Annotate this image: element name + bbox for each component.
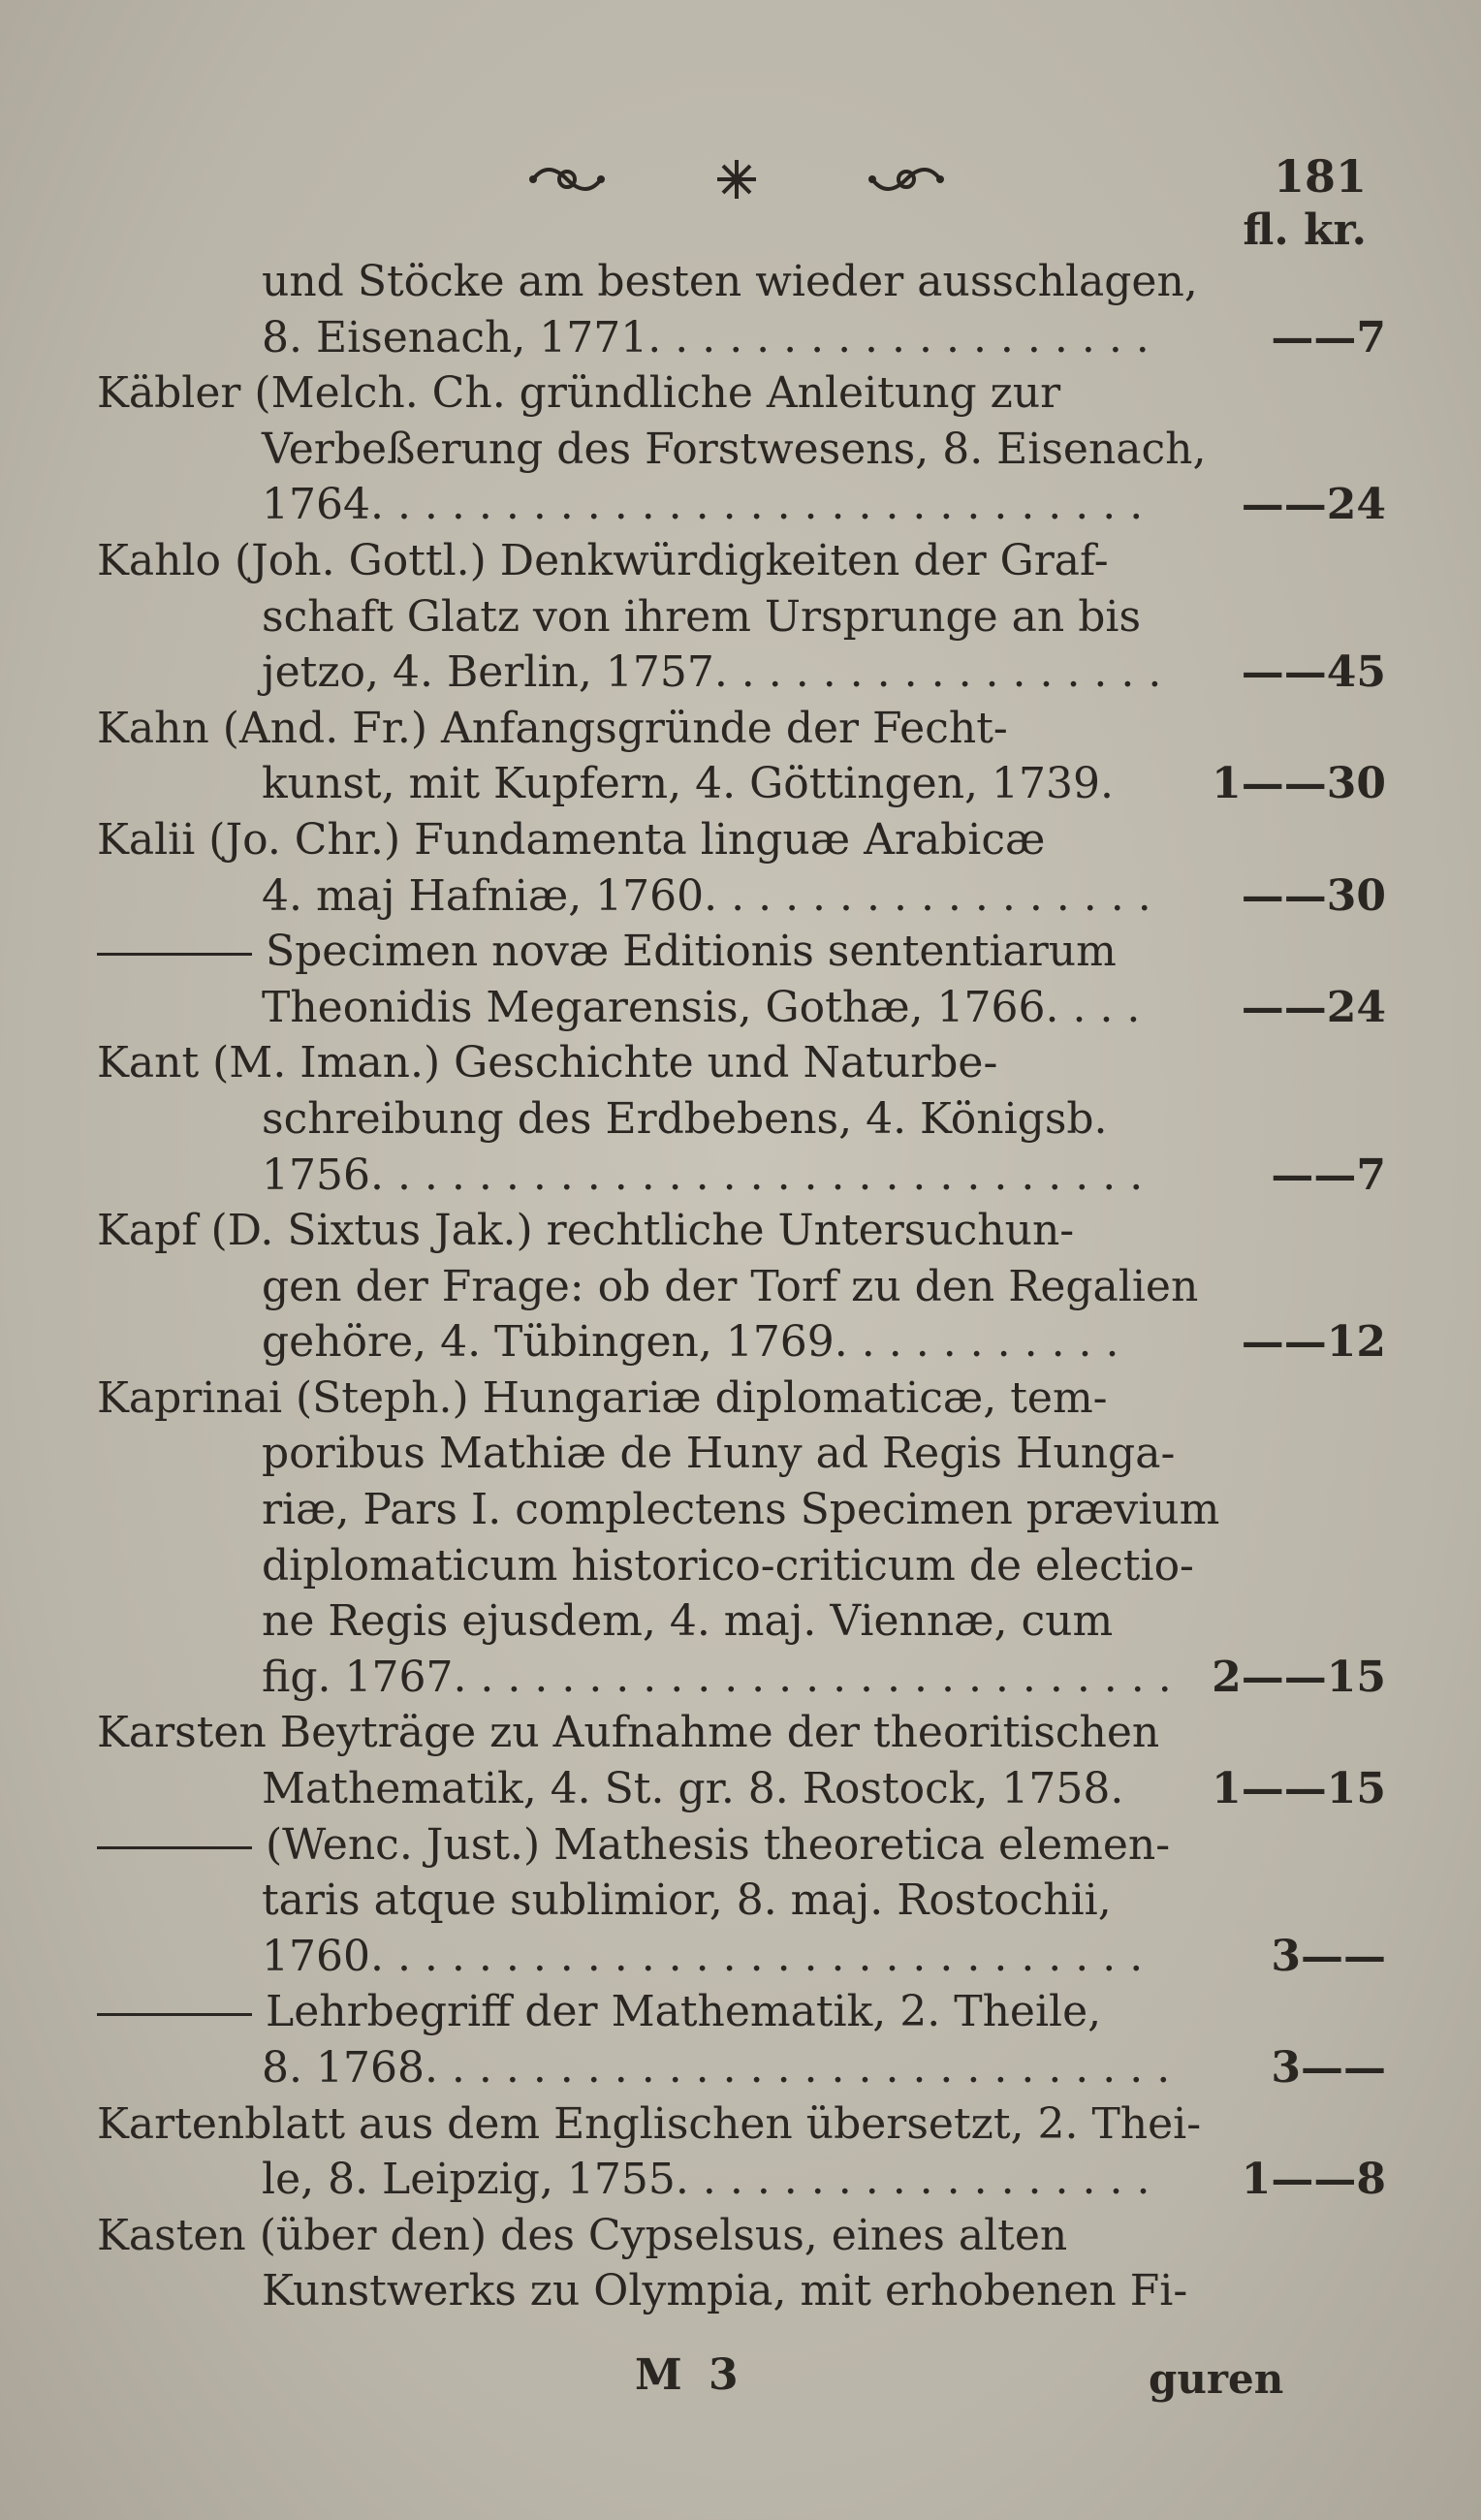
entry-line	[97, 365, 1386, 422]
entry-price: ——45	[1241, 647, 1386, 698]
entry-price: 3——	[1271, 1931, 1386, 1981]
entry-text: Kant (M. Iman.) Geschichte und Naturbe-	[97, 1038, 998, 1088]
entry-text: le, 8. Leipzig, 1755. . . . . . . . . . . . . . . . . .	[262, 2155, 1150, 2205]
entry-text: Kalii (Jo. Chr.) Fundamenta linguæ Arabicæ	[97, 814, 1046, 865]
scroll-ornament-left-icon	[523, 155, 611, 204]
entry-price: ——7	[1271, 1150, 1386, 1200]
entry-price: ——12	[1241, 1317, 1386, 1368]
entry-line	[97, 924, 1386, 980]
entry-text: Kunstwerks zu Olympia, mit erhobenen Fi-	[262, 2266, 1188, 2316]
entry-text: schaft Glatz von ihrem Ursprunge an bis	[262, 591, 1142, 642]
entry-line	[97, 1705, 1386, 1761]
entry-text: Kahlo (Joh. Gottl.) Denkwürdigkeiten der Graf-	[97, 535, 1109, 585]
entry-line	[97, 1650, 1386, 1706]
entry-price: 3——	[1271, 2043, 1386, 2093]
entry-line	[97, 1035, 1386, 1091]
catalog-entry	[97, 924, 1386, 1035]
entry-text: 1764. . . . . . . . . . . . . . . . . . . . . . . . . . . . .	[262, 480, 1144, 530]
catalog-entry	[97, 1370, 1386, 1706]
entry-text: Kartenblatt aus dem Englischen übersetzt, 2. Thei-	[97, 2098, 1202, 2149]
entry-line	[97, 1873, 1386, 1929]
entry-text: fig. 1767. . . . . . . . . . . . . . . . . . . . . . . . . . .	[262, 1652, 1172, 1702]
entry-line	[97, 1538, 1386, 1594]
entry-line	[97, 1091, 1386, 1148]
entry-text: 1760. . . . . . . . . . . . . . . . . . . . . . . . . . . . .	[262, 1931, 1144, 1981]
entry-text: taris atque sublimior, 8. maj. Rostochii,	[262, 1875, 1112, 1926]
entry-line	[97, 980, 1386, 1036]
entry-line	[97, 1817, 1386, 1874]
catalog-entry	[97, 1705, 1386, 1816]
entry-text: diplomaticum historico-criticum de electio-	[262, 1540, 1194, 1591]
entry-text: ne Regis ejusdem, 4. maj. Viennæ, cum	[262, 1596, 1114, 1647]
catalog-entry	[97, 2208, 1386, 2319]
entry-line	[97, 1314, 1386, 1370]
ditto-dash	[97, 953, 252, 956]
entry-text: und Stöcke am besten wieder ausschlagen,	[262, 257, 1198, 306]
catalog-entry	[97, 701, 1386, 812]
star-ornament-icon	[693, 155, 780, 204]
catalog-entry	[97, 365, 1386, 533]
entry-line	[97, 2040, 1386, 2096]
signature-mark: M 3	[635, 2350, 744, 2400]
entry-text: Kasten (über den) des Cypselsus, eines alten	[97, 2210, 1068, 2260]
entry-line	[97, 701, 1386, 757]
entry-price: 1——30	[1212, 759, 1386, 809]
ditto-dash	[97, 1846, 252, 1849]
entry-price: ——24	[1241, 480, 1386, 530]
entry-price: 1——8	[1241, 2155, 1386, 2205]
entry-line	[97, 1203, 1386, 1259]
entry-line	[97, 2263, 1386, 2319]
catchword: guren	[1149, 2355, 1284, 2403]
entry-text: 8. 1768. . . . . . . . . . . . . . . . . . . . . . . . . . . .	[262, 2043, 1171, 2093]
entry-text: Karsten Beyträge zu Aufnahme der theoritischen	[97, 1708, 1160, 1758]
catalog-entry	[97, 533, 1386, 701]
entry-text: Kahn (And. Fr.) Anfangsgründe der Fecht-	[97, 703, 1008, 753]
entry-text: poribus Mathiæ de Huny ad Regis Hunga-	[262, 1429, 1176, 1479]
entry-price: ——7	[1271, 312, 1386, 362]
entry-line	[97, 1593, 1386, 1650]
entry-line	[97, 1761, 1386, 1817]
entry-line	[97, 812, 1386, 868]
entry-line	[97, 1929, 1386, 1985]
entry-line	[97, 477, 1386, 533]
catalog-entry	[97, 254, 1386, 365]
entry-price: ——30	[1241, 870, 1386, 921]
entry-line	[97, 589, 1386, 646]
catalog-entry	[97, 1203, 1386, 1370]
entry-line	[97, 1426, 1386, 1482]
entry-line	[97, 645, 1386, 701]
catalog-entry	[97, 1984, 1386, 2095]
entry-text: Lehrbegriff der Mathematik, 2. Theile,	[266, 1987, 1102, 2037]
entry-text: 8. Eisenach, 1771. . . . . . . . . . . . . . . . . . .	[262, 312, 1150, 362]
entry-text: 1756. . . . . . . . . . . . . . . . . . . . . . . . . . . . .	[262, 1150, 1144, 1200]
entry-text: schreibung des Erdbebens, 4. Königsb.	[262, 1093, 1108, 1144]
catalog-entry	[97, 1035, 1386, 1203]
entry-text: Käbler (Melch. Ch. gründliche Anleitung zur	[97, 368, 1061, 419]
header-ornaments	[523, 145, 950, 213]
entry-price: 1——15	[1212, 1764, 1386, 1814]
entry-text: kunst, mit Kupfern, 4. Göttingen, 1739.	[262, 759, 1114, 809]
entry-line	[97, 1984, 1386, 2040]
entry-text: gen der Frage: ob der Torf zu den Regalien	[262, 1261, 1199, 1311]
entry-text: gehöre, 4. Tübingen, 1769. . . . . . . . . . .	[262, 1317, 1119, 1368]
entry-text: 4. maj Hafniæ, 1760. . . . . . . . . . . . . . . . .	[262, 870, 1151, 921]
entry-line	[97, 2208, 1386, 2264]
catalog-entries	[97, 254, 1386, 2319]
entry-price: 2——15	[1212, 1652, 1386, 1702]
page-number: 181	[1273, 150, 1367, 203]
entry-price: ——24	[1241, 982, 1386, 1032]
entry-text: Theonidis Megarensis, Gothæ, 1766. . . .	[262, 982, 1141, 1032]
entry-line	[97, 1259, 1386, 1315]
entry-line	[97, 254, 1386, 310]
currency-column-header: fl. kr.	[1243, 205, 1367, 255]
entry-line	[97, 868, 1386, 925]
entry-line	[97, 310, 1386, 366]
entry-text: Kapf (D. Sixtus Jak.) rechtliche Untersuchun-	[97, 1206, 1075, 1256]
entry-line	[97, 1148, 1386, 1204]
catalog-entry	[97, 812, 1386, 924]
catalog-entry	[97, 2096, 1386, 2208]
entry-text: jetzo, 4. Berlin, 1757. . . . . . . . . . . . . . . . .	[262, 647, 1162, 698]
catalog-entry	[97, 1817, 1386, 1985]
entry-line	[97, 1370, 1386, 1427]
entry-text: Kaprinai (Steph.) Hungariæ diplomaticæ, tem-	[97, 1372, 1108, 1423]
entry-text: (Wenc. Just.) Mathesis theoretica elemen-	[266, 1819, 1171, 1870]
entry-line	[97, 756, 1386, 812]
entry-text: Mathematik, 4. St. gr. 8. Rostock, 1758.	[262, 1764, 1124, 1814]
entry-line	[97, 533, 1386, 589]
entry-text: riæ, Pars I. complectens Specimen prævium	[262, 1485, 1220, 1535]
entry-line	[97, 2096, 1386, 2153]
entry-line	[97, 1482, 1386, 1538]
ditto-dash	[97, 2013, 252, 2016]
scroll-ornament-right-icon	[863, 155, 950, 204]
entry-line	[97, 422, 1386, 478]
entry-text: Verbeßerung des Forstwesens, 8. Eisenach,	[262, 424, 1207, 474]
entry-line	[97, 2152, 1386, 2208]
entry-text: Specimen novæ Editionis sententiarum	[266, 927, 1117, 977]
